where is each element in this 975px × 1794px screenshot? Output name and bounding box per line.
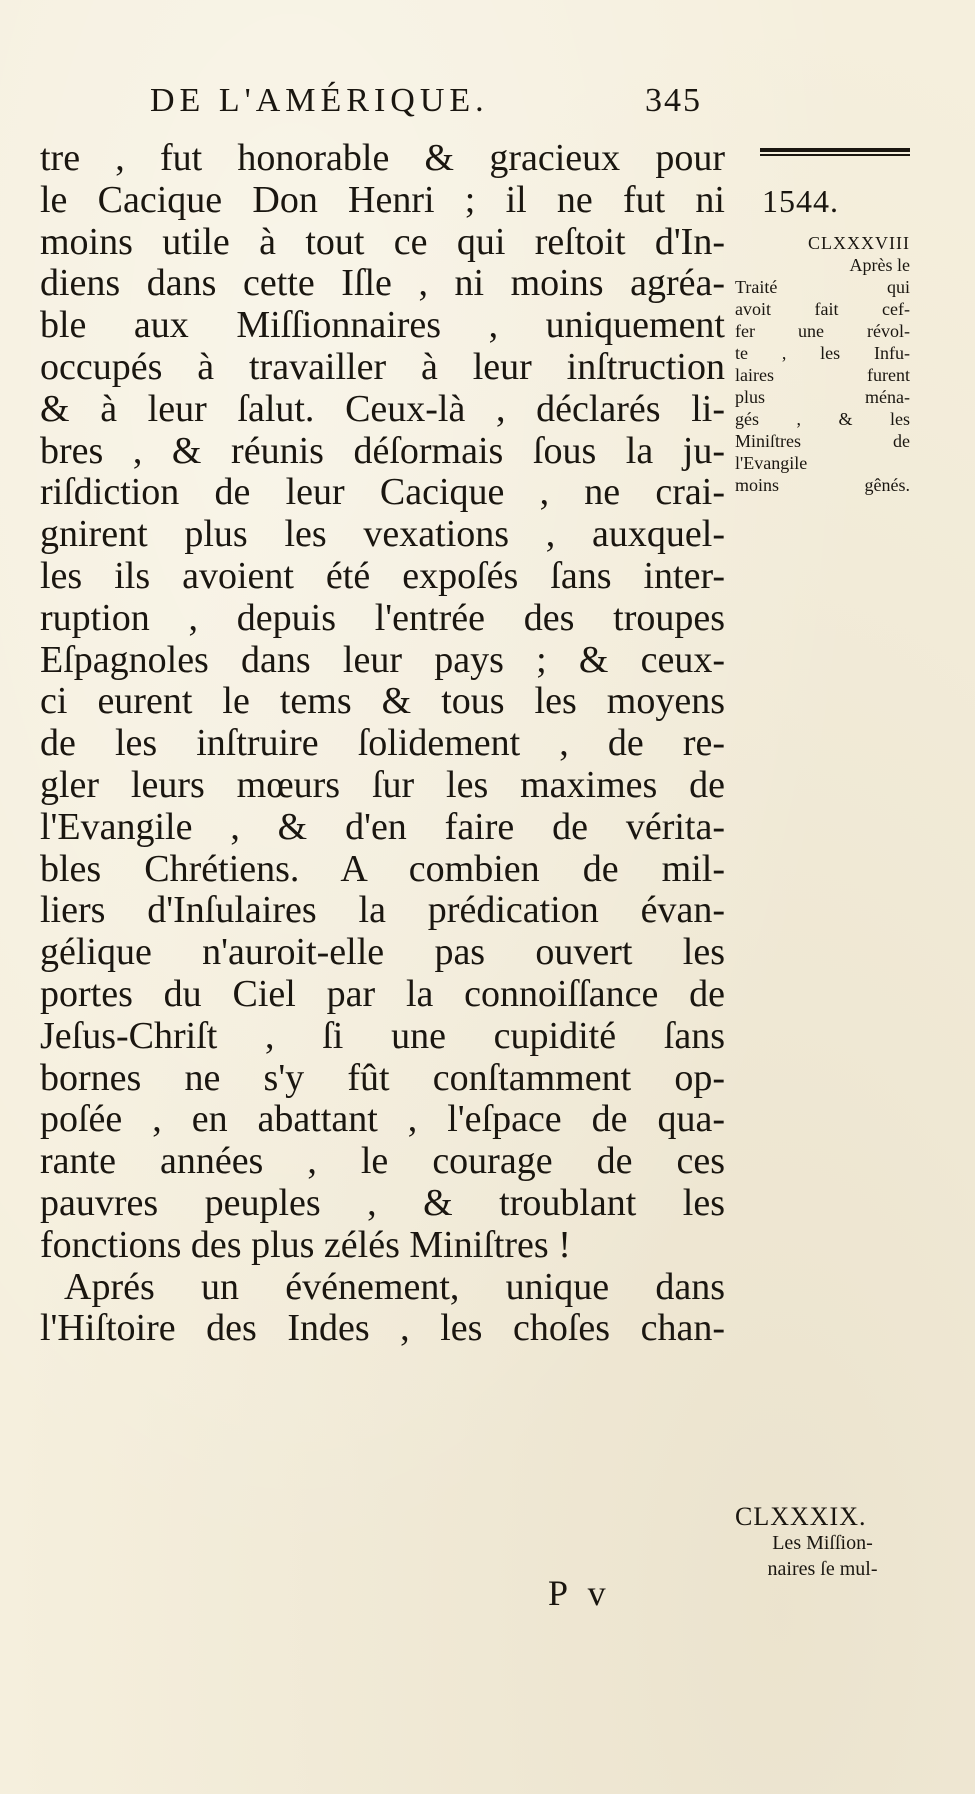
text-line: bornes ne s'y fût conſtamment op- [40,1057,725,1099]
text-line: poſée , en abattant , l'eſpace de qua- [40,1099,725,1141]
margin-note-line: Les Miſſion- [772,1532,873,1554]
text-line: Jeſus-Chriſt , ſi une cupidité ſans [40,1015,725,1057]
text-line: ble aux Miſſionnaires , uniquement [40,305,725,347]
body-text [40,138,725,1350]
signature-mark: P v [548,1573,612,1613]
text-line: occupés à travailler à leur inſtruction [40,346,725,388]
text-line: pauvres peuples , & troublant les [40,1182,725,1224]
rule-bar [760,154,910,156]
text-line: diens dans cette Iſle , ni moins agréa- [40,263,725,305]
text-line: fonctions des plus zélés Miniſtres ! [40,1224,571,1266]
text-line: tre , fut honorable & gracieux pour [40,138,725,179]
text-line: riſdiction de leur Cacique , ne crai- [40,472,725,514]
decorative-rule [760,148,910,162]
text-line: l'Evangile , & d'en faire de vérita- [40,806,725,848]
margin-note-number: CLXXXIX. [735,1502,867,1531]
rule-bar [760,148,910,152]
margin-note-line: fer une révol- [735,321,910,341]
margin-note-line: l'Evangile [735,453,808,473]
text-line: ci eurent le tems & tous les moyens [40,681,725,723]
margin-note-line: plus ména- [735,387,910,407]
text-line: bres , & réunis déſormais ſous la ju- [40,430,725,472]
text-line: gnirent plus les vexations , auxquel- [40,514,725,556]
margin-note-number: CLXXXVIII [808,233,910,253]
margin-note-line: te , les Infu- [735,343,910,363]
margin-note-188 [735,232,910,496]
text-line: liers d'Inſulaires la prédication évan- [40,890,725,932]
text-line: le Cacique Don Henri ; il ne fut ni [40,179,725,221]
margin-year: 1544. [762,183,839,219]
text-line: les ils avoient été expoſés ſans inter- [40,555,725,597]
text-line: Eſpagnoles dans leur pays ; & ceux- [40,639,725,681]
text-line: portes du Ciel par la connoiſſance de [40,973,725,1015]
text-line: moins utile à tout ce qui reſtoit d'In- [40,221,725,263]
text-line: gler leurs mœurs ſur les maximes de [40,764,725,806]
header-title: DE L'AMÉRIQUE. [150,82,489,119]
margin-note-line: gés , & les [735,409,910,429]
margin-note-line: moins gênés. [735,475,910,495]
text-line: Aprés un événement, unique dans [64,1266,725,1308]
running-header [150,82,710,126]
text-line: & à leur ſalut. Ceux-là , déclarés li- [40,388,725,430]
text-line: ruption , depuis l'entrée des troupes [40,597,725,639]
text-line: l'Hiſtoire des Indes , les choſes chan- [40,1308,725,1350]
margin-note-line: laires furent [735,365,910,385]
text-line: gélique n'auroit-elle pas ouvert les [40,932,725,974]
page-number: 345 [645,82,702,119]
margin-note-line: avoit fait cef- [735,299,910,319]
text-line: rante années , le courage de ces [40,1141,725,1183]
margin-note-line: naires ſe mul- [767,1558,878,1580]
text-line: de les inſtruire ſolidement , de re- [40,723,725,765]
text-line: bles Chrétiens. A combien de mil- [40,848,725,890]
margin-note-189 [735,1504,910,1582]
margin-note-line: Miniſtres de [735,431,910,451]
margin-note-line: Après le [849,255,910,275]
margin-note-line: Traité qui [735,277,910,297]
